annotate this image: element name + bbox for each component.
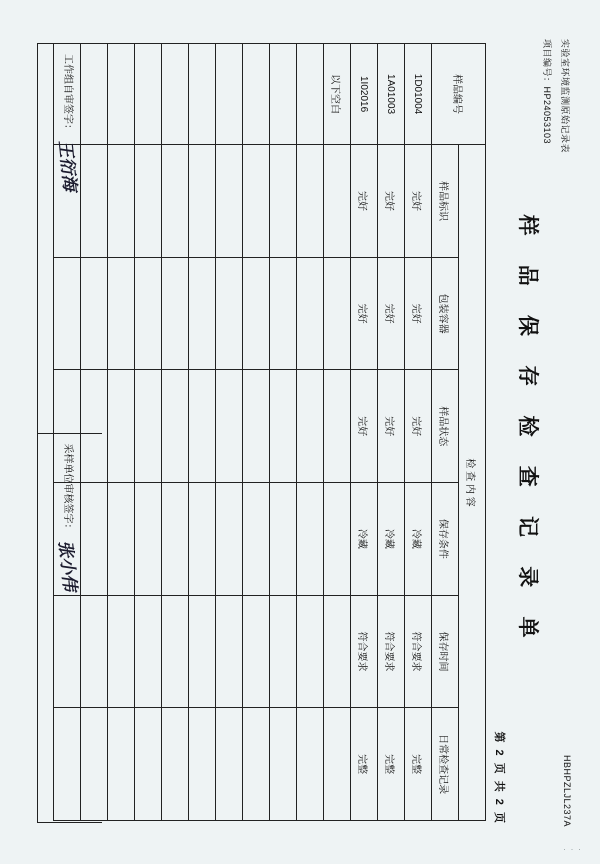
cell-empty	[135, 595, 162, 708]
cell-empty	[189, 44, 216, 145]
cell-empty	[162, 257, 189, 370]
cell-empty	[189, 483, 216, 596]
cell-empty	[243, 145, 270, 258]
cell-empty	[216, 370, 243, 483]
cell-sample-id: 1A01003	[378, 44, 405, 145]
cell-empty	[216, 595, 243, 708]
cell-daily-check: 完整	[378, 708, 405, 821]
cell-empty	[162, 708, 189, 821]
cell-empty	[135, 44, 162, 145]
column-header-sample-id: 样品编号	[432, 44, 486, 145]
cell-empty	[189, 257, 216, 370]
cell-empty	[297, 483, 324, 596]
table-row	[378, 44, 405, 821]
sample-preservation-table	[53, 43, 486, 821]
header-left-line2: 项目编号：HP24053103	[542, 39, 552, 145]
cell-mark: 完好	[378, 145, 405, 258]
cell-empty	[216, 483, 243, 596]
table-row-empty	[297, 44, 324, 821]
table-row-empty	[270, 44, 297, 821]
cell-duration	[324, 595, 351, 708]
cell-empty	[189, 708, 216, 821]
cell-empty	[216, 44, 243, 145]
cell-empty	[108, 708, 135, 821]
page-title: 样 品 保 存 检 查 记 录 单	[516, 214, 540, 650]
table-row-empty	[216, 44, 243, 821]
cell-empty	[135, 370, 162, 483]
cell-empty	[270, 44, 297, 145]
column-header-duration: 保存时间	[432, 595, 459, 708]
cell-empty	[135, 257, 162, 370]
cell-empty	[108, 595, 135, 708]
table-row	[324, 44, 351, 821]
cell-empty	[216, 708, 243, 821]
scan-corner-mark: · · ·	[563, 844, 582, 854]
record-sheet	[22, 29, 578, 835]
cell-empty	[162, 145, 189, 258]
cell-empty	[243, 595, 270, 708]
cell-status: 完好	[405, 370, 432, 483]
cell-status: 完好	[378, 370, 405, 483]
cell-empty	[162, 595, 189, 708]
cell-sample-id: 1I02016	[351, 44, 378, 145]
cell-empty	[216, 145, 243, 258]
cell-empty	[135, 708, 162, 821]
cell-empty	[216, 257, 243, 370]
cell-empty	[270, 370, 297, 483]
table-row-empty	[189, 44, 216, 821]
cell-daily-check	[324, 708, 351, 821]
cell-condition: 冷藏	[351, 483, 378, 596]
table-row	[405, 44, 432, 821]
cell-mark	[324, 145, 351, 258]
cell-empty	[270, 595, 297, 708]
cell-duration: 符合要求	[405, 595, 432, 708]
self-review-label: 工作组自审签字：	[62, 54, 74, 134]
cell-status: 完好	[351, 370, 378, 483]
cell-empty	[135, 483, 162, 596]
cell-empty	[108, 145, 135, 258]
sampling-unit-signature-cell	[38, 433, 102, 823]
table-group-header-row	[459, 44, 486, 821]
cell-empty	[189, 145, 216, 258]
cell-empty	[243, 708, 270, 821]
table-body	[54, 44, 432, 821]
table-header-row	[432, 44, 459, 821]
cell-empty	[297, 708, 324, 821]
cell-empty	[270, 257, 297, 370]
table-row-empty	[162, 44, 189, 821]
cell-empty	[108, 257, 135, 370]
table-row-empty	[108, 44, 135, 821]
cell-container: 完好	[351, 257, 378, 370]
cell-empty	[297, 370, 324, 483]
sampling-unit-label: 采样单位审核签字：	[62, 443, 74, 534]
cell-empty	[297, 257, 324, 370]
cell-condition	[324, 483, 351, 596]
cell-empty	[162, 370, 189, 483]
column-group-header: 检 查 内 容	[459, 145, 486, 821]
cell-condition: 冷藏	[405, 483, 432, 596]
cell-container	[324, 257, 351, 370]
rotated-sheet-wrapper	[22, 29, 578, 835]
self-review-signature: 王衍海	[55, 139, 81, 193]
header-left-line1: 实验室环境监测原始记录表	[560, 39, 570, 154]
cell-sample-id: 以下空白	[324, 44, 351, 145]
cell-empty	[108, 44, 135, 145]
cell-empty	[108, 370, 135, 483]
signature-row	[37, 43, 102, 823]
cell-duration: 符合要求	[351, 595, 378, 708]
column-header-status: 样品状态	[432, 370, 459, 483]
cell-empty	[297, 595, 324, 708]
cell-empty	[135, 145, 162, 258]
cell-empty	[189, 370, 216, 483]
column-header-mark: 样品标识	[432, 145, 459, 258]
column-header-container: 包装容器	[432, 257, 459, 370]
cell-container: 完好	[405, 257, 432, 370]
sampling-unit-signature: 张小伟	[55, 538, 81, 592]
cell-empty	[243, 257, 270, 370]
cell-empty	[297, 44, 324, 145]
cell-empty	[270, 145, 297, 258]
cell-daily-check: 完整	[351, 708, 378, 821]
cell-empty	[108, 483, 135, 596]
cell-status	[324, 370, 351, 483]
table-row	[351, 44, 378, 821]
cell-empty	[243, 370, 270, 483]
cell-duration: 符合要求	[378, 595, 405, 708]
cell-empty	[189, 595, 216, 708]
column-header-condition: 保存条件	[432, 483, 459, 596]
cell-mark: 完好	[405, 145, 432, 258]
column-header-daily-check: 日常检查记录	[432, 708, 459, 821]
page-indicator: 第 2 页 共 2 页	[493, 731, 505, 825]
table-row-empty	[135, 44, 162, 821]
cell-container: 完好	[378, 257, 405, 370]
table-row-empty	[243, 44, 270, 821]
cell-daily-check: 完整	[405, 708, 432, 821]
cell-empty	[243, 44, 270, 145]
cell-empty	[270, 708, 297, 821]
cell-empty	[243, 483, 270, 596]
cell-empty	[162, 483, 189, 596]
cell-mark: 完好	[351, 145, 378, 258]
cell-empty	[297, 145, 324, 258]
header-right-code: HBHPZLJL237A	[562, 754, 572, 827]
self-review-signature-cell	[38, 44, 102, 433]
cell-sample-id: 1D01004	[405, 44, 432, 145]
cell-empty	[162, 44, 189, 145]
cell-empty	[270, 483, 297, 596]
cell-condition: 冷藏	[378, 483, 405, 596]
